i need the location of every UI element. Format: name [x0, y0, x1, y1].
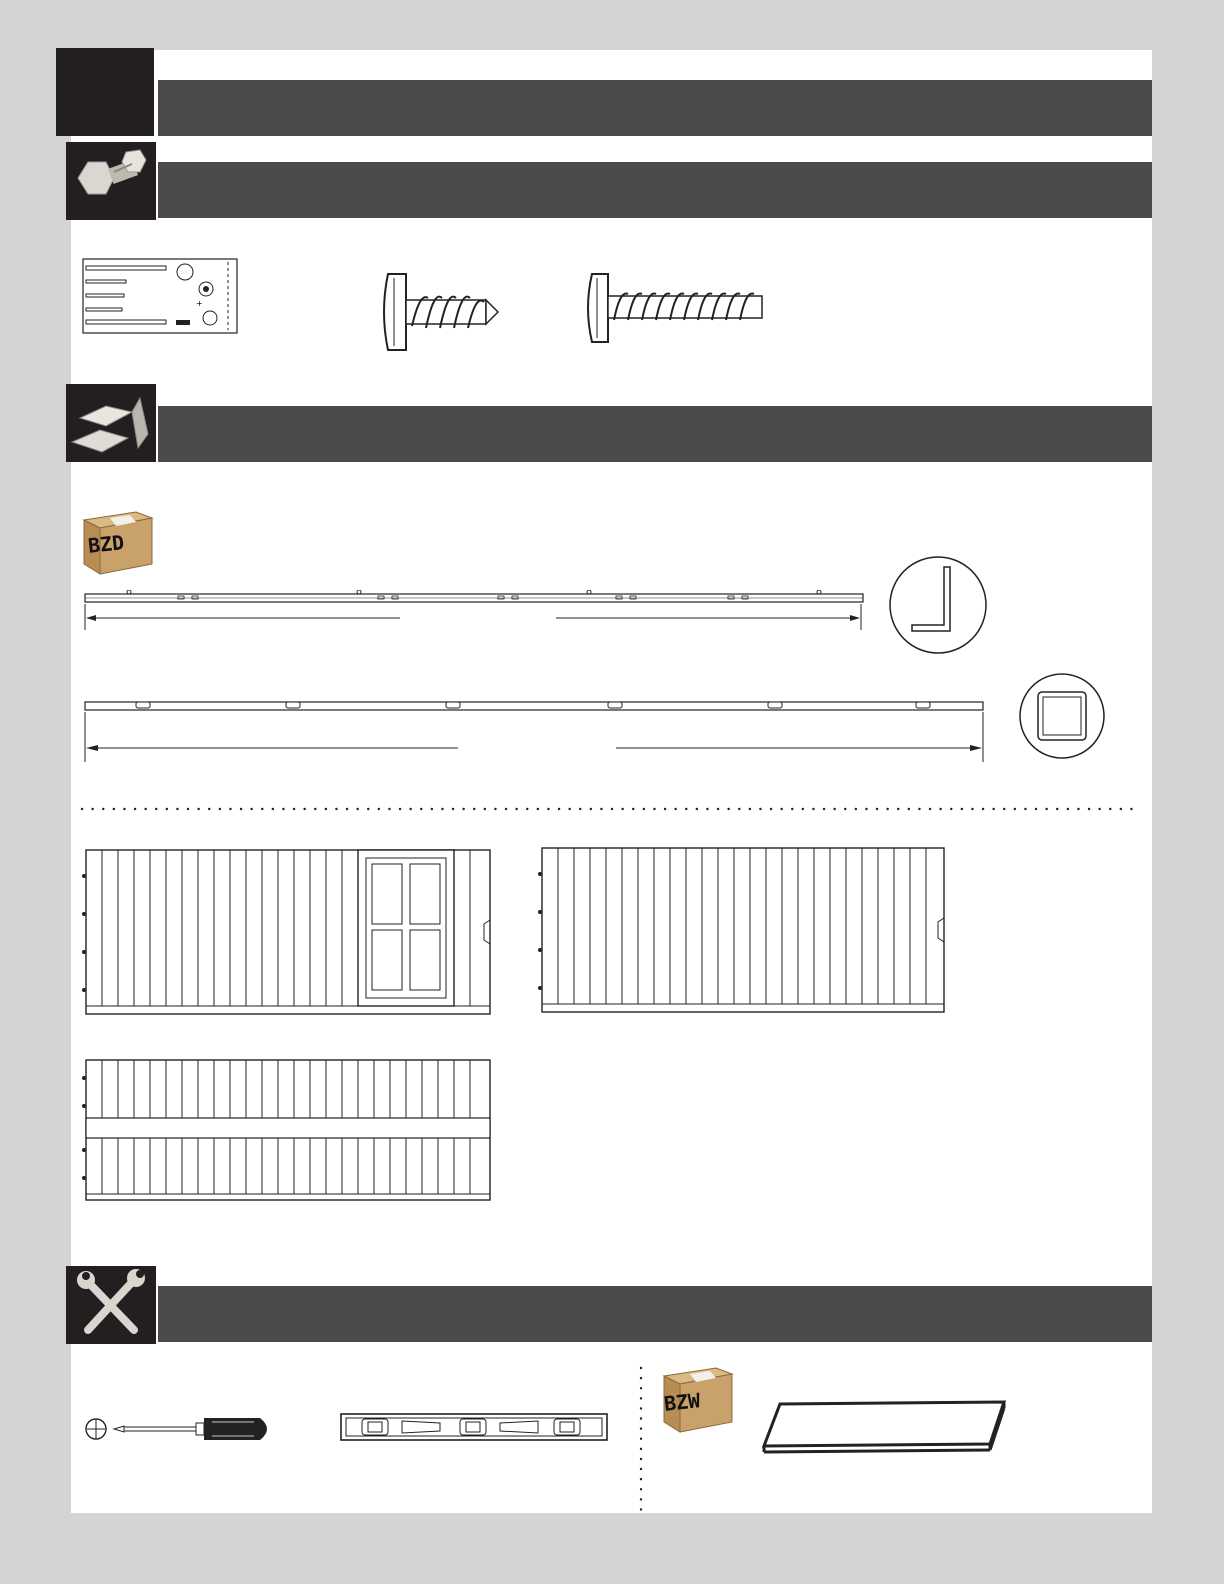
- window-wall-panel: [80, 848, 496, 1020]
- step-title-bar: [158, 80, 1152, 136]
- tools-box-icon: [660, 1362, 736, 1434]
- short-screw-illustration: [380, 270, 502, 354]
- square-profile-detail: [1018, 672, 1106, 760]
- parts-section-bar: [158, 406, 1152, 462]
- angle-profile-detail: [888, 555, 988, 655]
- phillips-screwdriver-illustration: [84, 1414, 276, 1444]
- double-wall-panel: [80, 1058, 496, 1206]
- tools-dotted-divider: [638, 1366, 644, 1514]
- bolt-nut-icon: [66, 142, 156, 220]
- step-number-block: [56, 48, 154, 136]
- dotted-divider: [80, 806, 1144, 812]
- long-screw-illustration: [584, 270, 774, 346]
- wrench-icon: [66, 1266, 156, 1344]
- svg-text:+: +: [196, 299, 203, 308]
- spirit-level-illustration: [340, 1412, 610, 1444]
- plain-wall-panel: [536, 846, 950, 1020]
- tools-section-bar: [158, 1286, 1152, 1342]
- angle-rail-part: [84, 590, 866, 632]
- hardware-card-illustration: [82, 258, 238, 334]
- square-tube-part: [84, 700, 986, 764]
- tools-box-label: BZW: [662, 1388, 702, 1416]
- hardware-section-bar: [158, 162, 1152, 218]
- parts-box-icon: [80, 506, 156, 576]
- parts-box-label: BZD: [86, 530, 126, 558]
- board-illustration: [760, 1398, 1006, 1454]
- bracket-icon: [66, 384, 156, 462]
